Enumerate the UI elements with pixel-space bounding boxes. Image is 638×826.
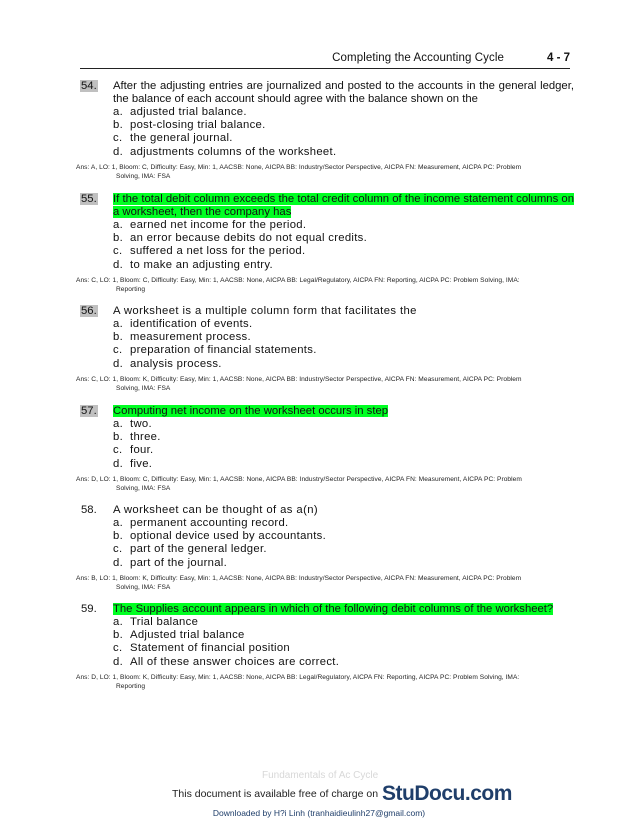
question-text: After the adjusting entries are journalized and posted to the accounts in the general ledger, the balance of each account should agree with the balance shown on the (113, 80, 574, 105)
choice-c: c. preparation of financial statements. (113, 344, 317, 357)
chapter-title: Completing the Accounting Cycle (332, 52, 504, 64)
answer-metadata: Ans: C, LO: 1, Bloom: C, Difficulty: Easy, Min: 1, AACSB: None, AICPA BB: Legal/Regulatory, AICPA FN: Reporting, AICPA PC: Problem Solving, IMA: Reporting (76, 276, 520, 293)
choice-c: c. part of the general ledger. (113, 543, 267, 556)
question-59 (76, 603, 574, 691)
choice-b: b. optional device used by accountants. (113, 530, 327, 543)
choice-a: a. adjusted trial balance. (113, 106, 247, 118)
choice-a: a. earned net income for the period. (113, 219, 307, 231)
choice-d: d. adjustments columns of the worksheet. (113, 145, 337, 158)
question-57 (76, 405, 574, 493)
download-notice: Downloaded by H?i Linh (tranhaidieulinh27@gmail.com) (212, 808, 426, 818)
choice-c: c. suffered a net loss for the period. (113, 245, 306, 258)
question-number: 55. (81, 193, 97, 205)
studocu-banner[interactable] (172, 782, 512, 806)
choice-a: a. identification of events. (113, 318, 253, 330)
choice-c: c. Statement of financial position (113, 642, 291, 655)
question-text: The Supplies account appears in which of the following debit columns of the worksheet? (113, 603, 554, 615)
choice-b: b. measurement process. (113, 331, 251, 344)
choice-c: c. four. (113, 444, 154, 457)
studocu-logo[interactable]: StuDocu.com (382, 782, 512, 805)
question-55 (76, 193, 574, 294)
answer-metadata: Ans: B, LO: 1, Bloom: K, Difficulty: Easy, Min: 1, AACSB: None, AICPA BB: Industry/Sector Perspective, AICPA FN: Measurement, AICPA PC: Problem Solving, IMA: FSA (76, 574, 522, 591)
question-text: If the total debit column exceeds the total credit column of the income statement columns on a worksheet, then the company has (113, 193, 574, 218)
choice-b: b. post-closing trial balance. (113, 119, 266, 132)
choice-a: a. permanent accounting record. (113, 517, 289, 529)
choice-b: b. Adjusted trial balance (113, 629, 245, 642)
question-number: 58. (81, 504, 97, 516)
question-text: Computing net income on the worksheet occurs in step (113, 405, 389, 417)
question-number: 54. (81, 80, 97, 92)
question-58 (76, 504, 574, 592)
choice-d: d. to make an adjusting entry. (113, 258, 273, 271)
answer-metadata: Ans: D, LO: 1, Bloom: K, Difficulty: Easy, Min: 1, AACSB: None, AICPA BB: Legal/Regulatory, AICPA FN: Reporting, AICPA PC: Problem Solving, IMA: Reporting (76, 673, 520, 690)
faint-footer-text: Fundamentals of Ac Cycle (262, 770, 379, 781)
choice-c: c. the general journal. (113, 132, 233, 145)
answer-metadata: Ans: A, LO: 1, Bloom: C, Difficulty: Easy, Min: 1, AACSB: None, AICPA BB: Industry/Sector Perspective, AICPA FN: Measurement, AICPA PC: Problem Solving, IMA: FSA (76, 163, 522, 180)
question-56 (76, 305, 574, 393)
choice-b: b. three. (113, 431, 161, 444)
choice-a: a. Trial balance (113, 616, 199, 628)
choice-d: d. All of these answer choices are correct. (113, 655, 340, 668)
page-number: 4 - 7 (546, 52, 570, 64)
banner-text: This document is available free of charge on (172, 788, 379, 800)
question-text: A worksheet is a multiple column form that facilitates the (113, 305, 417, 317)
choice-d: d. five. (113, 457, 153, 470)
question-number: 57. (81, 405, 97, 417)
choice-d: d. analysis process. (113, 357, 222, 370)
question-54 (76, 80, 574, 181)
choice-b: b. an error because debits do not equal credits. (113, 232, 368, 245)
question-number: 59. (81, 603, 97, 615)
answer-metadata: Ans: C, LO: 1, Bloom: K, Difficulty: Easy, Min: 1, AACSB: None, AICPA BB: Industry/Sector Perspective, AICPA FN: Measurement, AICPA PC: Problem Solving, IMA: FSA (76, 375, 522, 392)
page-header (80, 52, 570, 69)
choice-d: d. part of the journal. (113, 556, 228, 569)
question-text: A worksheet can be thought of as a(n) (113, 504, 319, 516)
choice-a: a. two. (113, 418, 152, 430)
answer-metadata: Ans: D, LO: 1, Bloom: C, Difficulty: Easy, Min: 1, AACSB: None, AICPA BB: Industry/Sector Perspective, AICPA FN: Measurement, AICPA PC: Problem Solving, IMA: FSA (76, 475, 522, 492)
question-number: 56. (81, 305, 97, 317)
